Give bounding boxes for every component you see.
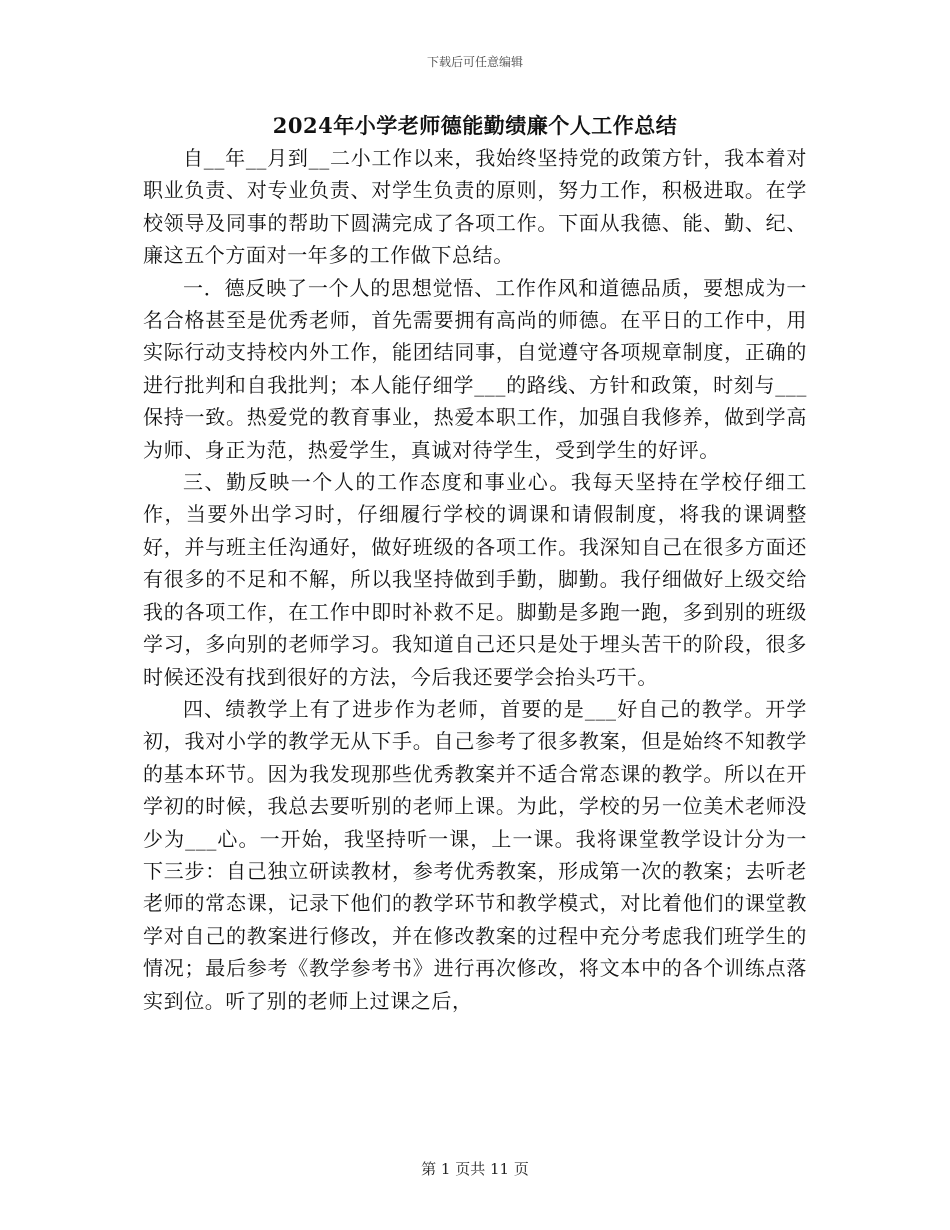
document-body: [143, 142, 807, 1017]
paragraph-de: 一．德反映了一个人的思想觉悟、工作作风和道德品质，要想成为一名合格甚至是优秀老师，首先需要拥有高尚的师德。在平日的工作中，用实际行动支持校内外工作，能团结同事，自觉遵守各项规章制度，正确的进行批判和自我批判；本人能仔细学___的路线、方针和政策，时刻与___保持一致。热爱党的教育事业，热爱本职工作，加强自我修养，做到学高为师、身正为范，热爱学生，真诚对待学生，受到学生的好评。: [143, 275, 807, 462]
paragraph-qin: 三、勤反映一个人的工作态度和事业心。我每天坚持在学校仔细工作，当要外出学习时，仔细履行学校的调课和请假制度，将我的课调整好，并与班主任沟通好，做好班级的各项工作。我深知自己在很多方面还有很多的不足和不解，所以我坚持做到手勤，脚勤。我仔细做好上级交给我的各项工作，在工作中即时补救不足。脚勤是多跑一跑，多到别的班级学习，多向别的老师学习。我知道自己还只是处于埋头苦干的阶段，很多时候还没有找到很好的方法，今后我还要学会抬头巧干。: [143, 470, 807, 689]
header-note: 下载后可任意编辑: [426, 55, 523, 69]
paragraph-ji: 四、绩教学上有了进步作为老师，首要的是___好自己的教学。开学初，我对小学的教学无从下手。自己参考了很多教案，但是始终不知教学的基本环节。因为我发现那些优秀教案并不适合常态课的教学。所以在开学初的时候，我总去要听别的老师上课。为此，学校的另一位美术老师没少为___心。一开始，我坚持听一课，上一课。我将课堂教学设计分为一下三步：自己独立研读教材，参考优秀教案，形成第一次的教案；去听老老师的常态课，记录下他们的教学环节和教学模式，对比着他们的课堂教学对自己的教案进行修改，并在修改教案的过程中充分考虑我们班学生的情况；最后参考《教学参考书》进行再次修改，将文本中的各个训练点落实到位。听了别的老师上过课之后，: [143, 696, 807, 1013]
document-title: 2024年小学老师德能勤绩廉个人工作总结: [272, 113, 678, 138]
paragraph-intro: 自__年__月到__二小工作以来，我始终坚持党的政策方针，我本着对职业负责、对专业负责、对学生负责的原则，努力工作，积极进取。在学校领导及同事的帮助下圆满完成了各项工作。下面从我德、能、勤、纪、廉这五个方面对一年多的工作做下总结。: [143, 146, 807, 268]
page-number: 第 1 页共 11 页: [421, 1160, 529, 1178]
